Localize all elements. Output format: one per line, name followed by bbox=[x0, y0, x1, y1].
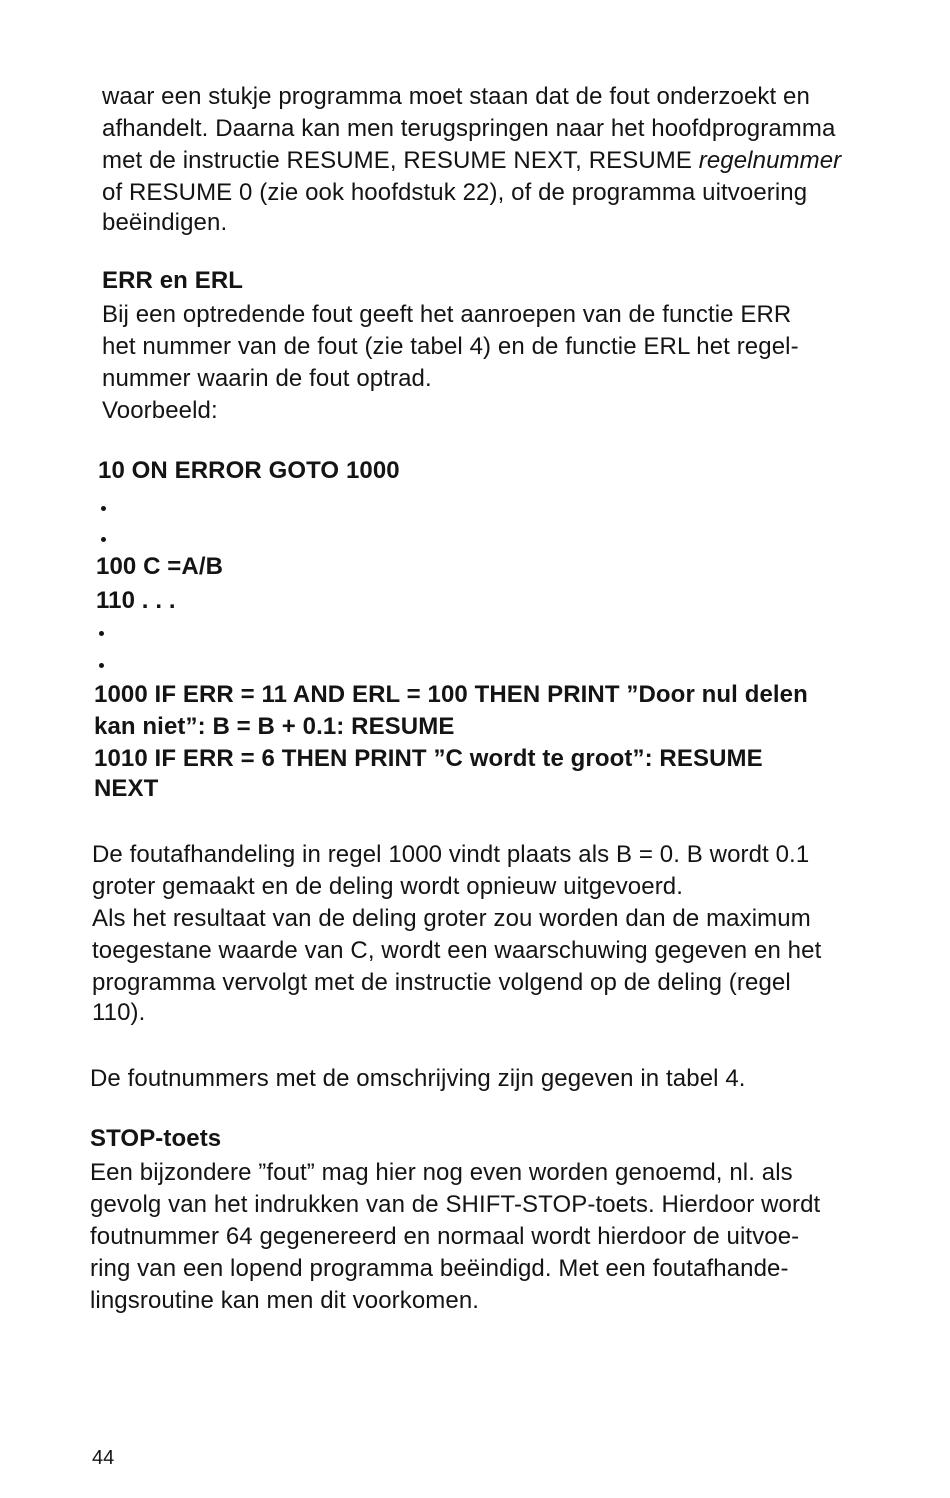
text-line: Een bijzondere ”fout” mag hier nog even worden genoemd, nl. als bbox=[90, 1159, 793, 1186]
code-line: 10 ON ERROR GOTO 1000 bbox=[98, 457, 400, 484]
text-line: Voorbeeld: bbox=[102, 397, 218, 424]
code-line: NEXT bbox=[94, 775, 159, 802]
code-line: 110 . . . bbox=[96, 587, 176, 614]
ellipsis-dot bbox=[101, 506, 106, 511]
table-reference: De foutnummers met de omschrijving zijn gegeven in tabel 4. bbox=[90, 1065, 746, 1092]
text-line: beëindigen. bbox=[102, 209, 228, 236]
text-line bbox=[102, 146, 841, 176]
text-line: waar een stukje programma moet staan dat de fout onderzoekt en bbox=[102, 83, 810, 110]
text-line: programma vervolgt met de instructie volgend op de deling (regel bbox=[92, 969, 791, 996]
ellipsis-dot bbox=[99, 663, 104, 668]
text-line: toegestane waarde van C, wordt een waarschuwing gegeven en het bbox=[92, 937, 822, 964]
ellipsis-dot bbox=[101, 537, 106, 542]
text-line: Als het resultaat van de deling groter zou worden dan de maximum bbox=[92, 905, 811, 932]
code-line: 100 C =A/B bbox=[96, 553, 224, 580]
code-line: kan niet”: B = B + 0.1: RESUME bbox=[94, 713, 455, 740]
page-number: 44 bbox=[92, 1447, 115, 1469]
text-line: het nummer van de fout (zie tabel 4) en de functie ERL het regel- bbox=[102, 333, 799, 360]
text-span: met de instructie RESUME, RESUME NEXT, RESUME bbox=[102, 147, 699, 174]
section-heading: STOP-toets bbox=[90, 1125, 222, 1152]
ellipsis-dot bbox=[99, 631, 104, 636]
italic-word: regelnummer bbox=[698, 147, 842, 174]
text-line: nummer waarin de fout optrad. bbox=[102, 365, 432, 392]
text-line: 110). bbox=[92, 999, 146, 1026]
text-line: afhandelt. Daarna kan men terugspringen naar het hoofdprogramma bbox=[102, 115, 836, 142]
text-line: ring van een lopend programma beëindigd. Met een foutafhande- bbox=[90, 1255, 789, 1282]
text-line: foutnummer 64 gegenereerd en normaal wordt hierdoor de uitvoe- bbox=[90, 1223, 800, 1250]
code-line: 1000 IF ERR = 11 AND ERL = 100 THEN PRINT ”Door nul delen bbox=[94, 681, 808, 708]
text-line: De foutafhandeling in regel 1000 vindt plaats als B = 0. B wordt 0.1 bbox=[92, 841, 810, 868]
text-line: of RESUME 0 (zie ook hoofdstuk 22), of de programma uitvoering bbox=[102, 179, 808, 206]
text-line: Bij een optredende fout geeft het aanroepen van de functie ERR bbox=[102, 301, 792, 328]
text-line: groter gemaakt en de deling wordt opnieuw uitgevoerd. bbox=[92, 873, 684, 900]
text-line: lingsroutine kan men dit voorkomen. bbox=[90, 1287, 480, 1314]
section-heading: ERR en ERL bbox=[102, 267, 244, 294]
text-line: gevolg van het indrukken van de SHIFT-STOP-toets. Hierdoor wordt bbox=[90, 1191, 821, 1218]
code-line: 1010 IF ERR = 6 THEN PRINT ”C wordt te groot”: RESUME bbox=[94, 745, 763, 772]
